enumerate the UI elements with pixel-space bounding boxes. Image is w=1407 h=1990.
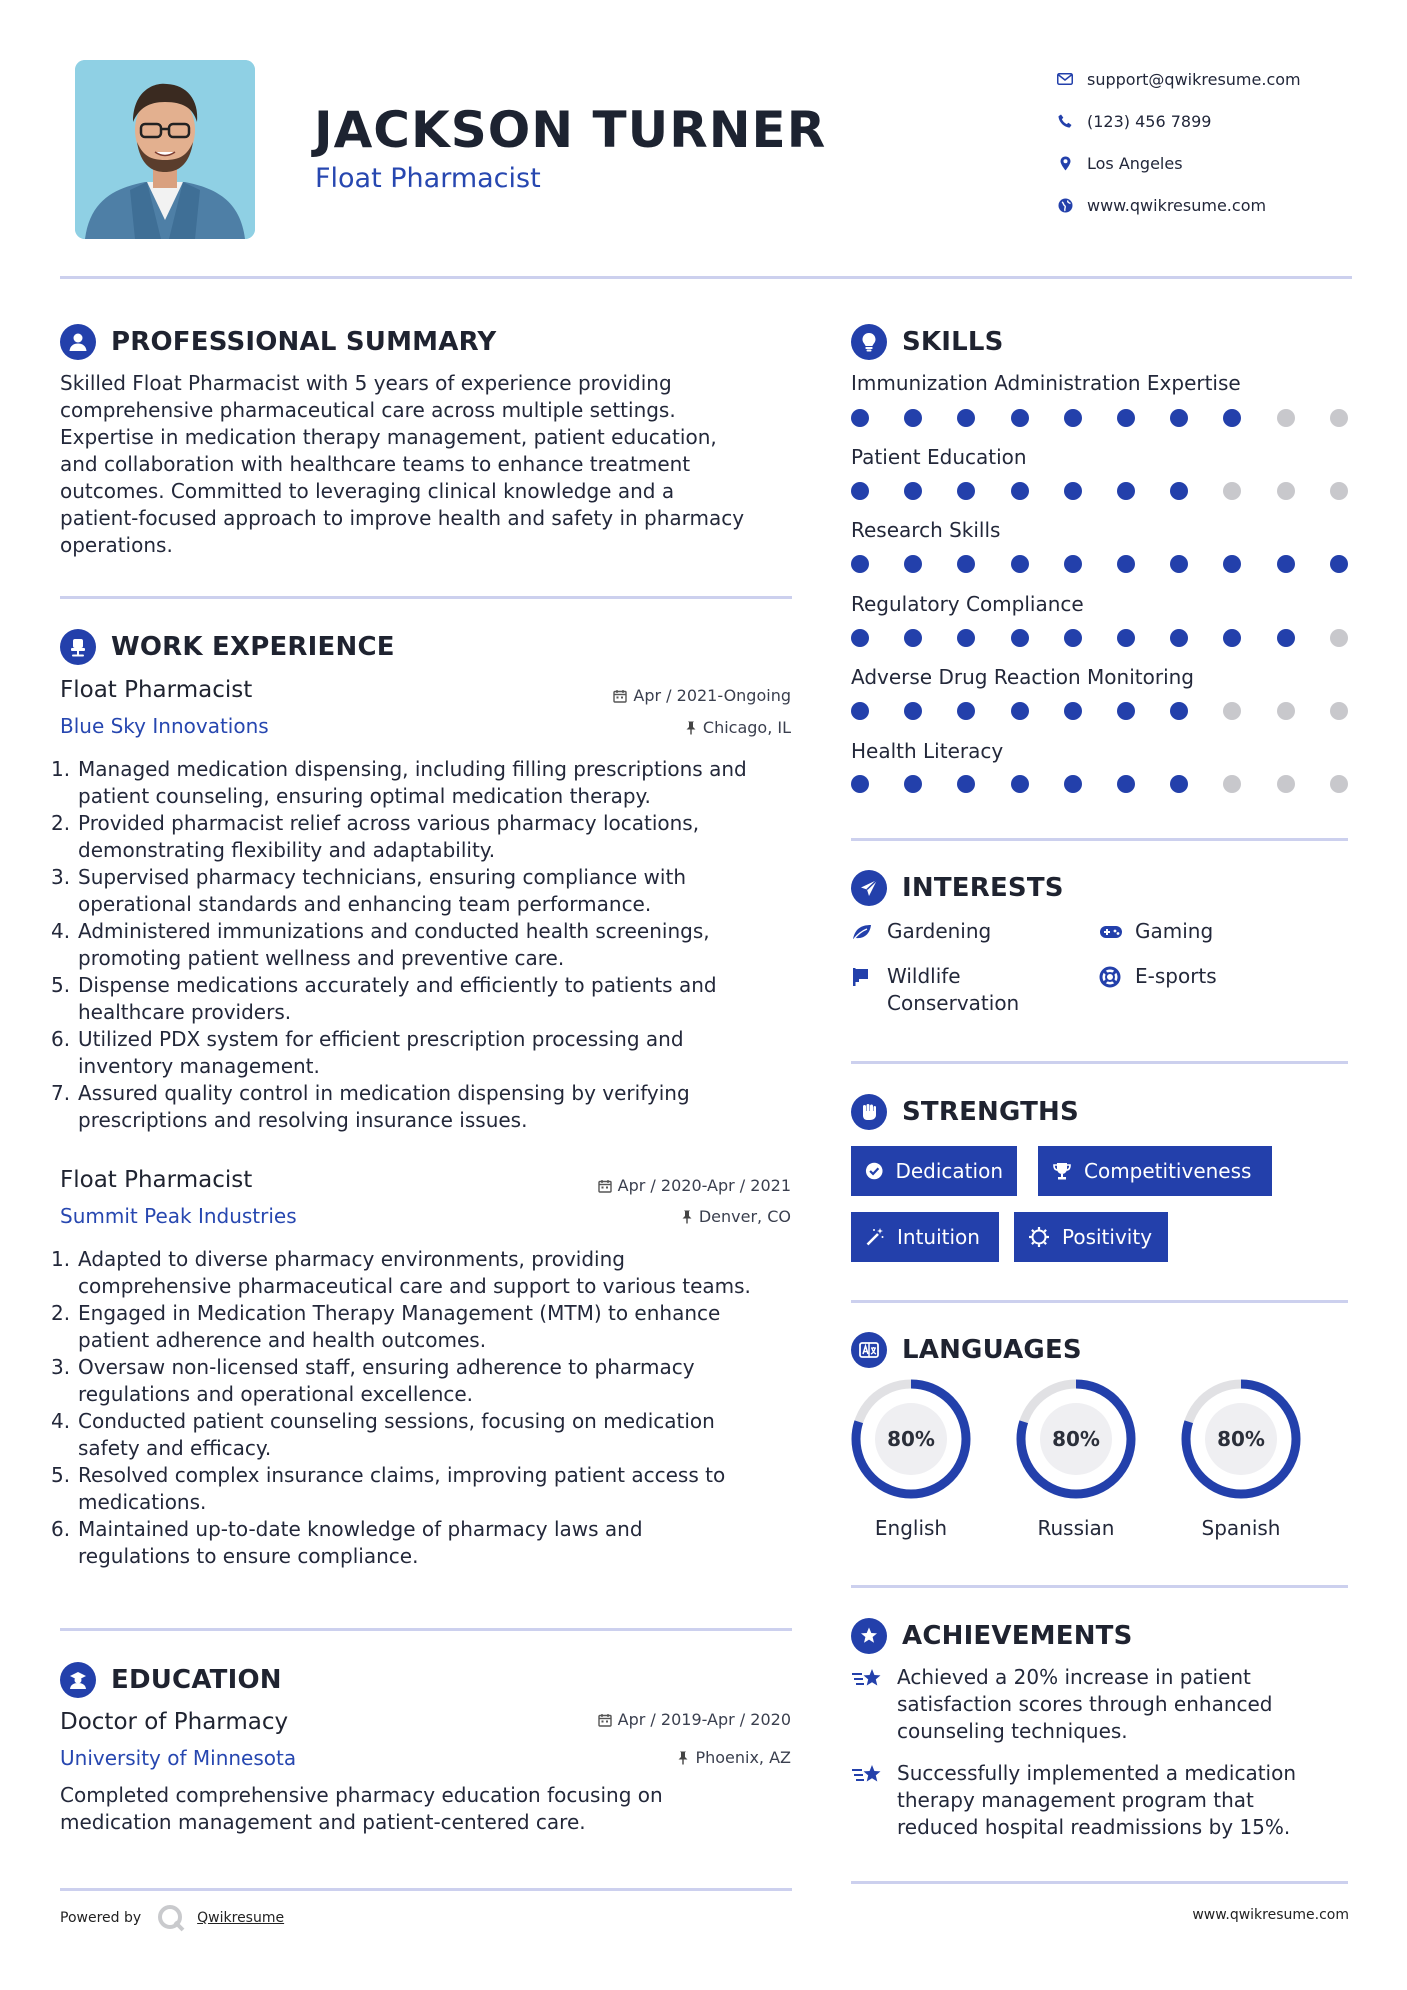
- user-icon: [60, 324, 96, 360]
- interest-item: [1099, 963, 1217, 990]
- achievements-title: ACHIEVEMENTS: [902, 1621, 1133, 1651]
- skill-dot-filled: [1170, 482, 1188, 500]
- strength-label: Intuition: [897, 1225, 980, 1249]
- skill-dot-filled: [1170, 775, 1188, 793]
- list-item: 3. Supervised pharmacy technicians, ensuring compliance with operational standards and enhancing team performance.: [51, 865, 686, 916]
- skill-dot-filled: [851, 482, 869, 500]
- interest-item: [851, 963, 1019, 1017]
- skill-dot-filled: [1170, 702, 1188, 720]
- check-circle-icon: [865, 1161, 883, 1181]
- skill-dot-empty: [1277, 482, 1295, 500]
- strengths-heading: [851, 1094, 1079, 1130]
- experience-title: WORK EXPERIENCE: [111, 632, 395, 662]
- footer-powered-by: [60, 1902, 284, 1934]
- candidate-name: JACKSON TURNER: [314, 101, 827, 159]
- skill-dot-filled: [1223, 409, 1241, 427]
- skills-divider: [851, 838, 1348, 841]
- skill-dot-filled: [851, 702, 869, 720]
- skill-dot-filled: [1117, 555, 1135, 573]
- shooting-star-icon: [851, 1664, 897, 1691]
- education-description: [60, 1782, 800, 1836]
- summary-text: [60, 370, 800, 559]
- job-title: Float Pharmacist: [60, 1167, 253, 1193]
- job-duties-list: [51, 1246, 818, 1570]
- degree-title: Doctor of Pharmacy: [60, 1709, 289, 1735]
- skill-name: Research Skills: [851, 518, 1001, 542]
- interests-title: INTERESTS: [902, 873, 1064, 903]
- language-item: [1179, 1377, 1303, 1540]
- trophy-icon: [1052, 1161, 1072, 1181]
- interests-divider: [851, 1061, 1348, 1064]
- office-chair-icon: [60, 629, 96, 665]
- list-item: 1. Managed medication dispensing, including filling prescriptions and patient counseling, ensuring optimal medication therapy.: [51, 757, 747, 808]
- strength-label: Competitiveness: [1084, 1159, 1252, 1183]
- skill-dot-filled: [957, 555, 975, 573]
- strength-label: Positivity: [1062, 1225, 1153, 1249]
- skill-rating: [851, 629, 1352, 647]
- language-percent: 80%: [1217, 1427, 1265, 1451]
- summary-line: Skilled Float Pharmacist with 5 years of experience providing: [60, 371, 672, 395]
- contact-list: [1050, 58, 1301, 226]
- skill-dot-filled: [1170, 629, 1188, 647]
- strength-badge: [851, 1146, 1017, 1196]
- language-percent: 80%: [1052, 1427, 1100, 1451]
- job-date: [613, 686, 791, 705]
- leaf-icon: [851, 918, 887, 945]
- language-name: Russian: [1037, 1516, 1115, 1540]
- skill-dot-filled: [904, 409, 922, 427]
- job-title: Float Pharmacist: [60, 677, 253, 703]
- achievements-heading: [851, 1618, 1133, 1654]
- skill-dot-filled: [1011, 775, 1029, 793]
- list-item: 4. Administered immunizations and conducted health screenings, promoting patient wellness and preventive care.: [51, 919, 710, 970]
- job-location: [685, 718, 791, 737]
- list-item: 6. Maintained up-to-date knowledge of pharmacy laws and regulations to ensure compliance.: [51, 1517, 643, 1568]
- flag-icon: [851, 963, 887, 990]
- paper-plane-icon: [851, 870, 887, 906]
- gamepad-icon: [1099, 918, 1135, 945]
- job-date-text: Apr / 2020-Apr / 2021: [617, 1176, 791, 1195]
- education-location: [677, 1748, 791, 1767]
- skill-dot-filled: [1064, 409, 1082, 427]
- magic-wand-icon: [865, 1227, 885, 1247]
- summary-line: and collaboration with healthcare teams to enhance treatment: [60, 452, 691, 476]
- contact-website[interactable]: [1050, 184, 1301, 226]
- skill-rating: [851, 702, 1352, 720]
- achievement-text: Achieved a 20% increase in patient satisfaction scores through enhanced counseling techniques.: [897, 1665, 1273, 1743]
- language-icon: [851, 1332, 887, 1368]
- job-company: Summit Peak Industries: [60, 1204, 297, 1228]
- interest-item: [851, 918, 991, 945]
- summary-line: patient-focused approach to improve health and safety in pharmacy: [60, 506, 745, 530]
- job-date: [598, 1176, 791, 1195]
- skill-dot-filled: [1277, 629, 1295, 647]
- skill-dot-empty: [1330, 629, 1348, 647]
- skill-dot-filled: [1011, 409, 1029, 427]
- skills-heading: [851, 324, 1004, 360]
- calendar-icon: [598, 1179, 612, 1193]
- list-item: 5. Resolved complex insurance claims, improving patient access to medications.: [51, 1463, 726, 1514]
- skill-name: Immunization Administration Expertise: [851, 371, 1241, 395]
- skill-dot-filled: [1064, 775, 1082, 793]
- languages-title: LANGUAGES: [902, 1335, 1082, 1365]
- calendar-icon: [598, 1713, 612, 1727]
- skill-dot-filled: [904, 702, 922, 720]
- achievement-item: [851, 1760, 1296, 1841]
- list-item: 3. Oversaw non-licensed staff, ensuring adherence to pharmacy regulations and operational excellence.: [51, 1355, 695, 1406]
- skill-name: Regulatory Compliance: [851, 592, 1084, 616]
- contact-email[interactable]: [1050, 58, 1301, 100]
- list-item: 6. Utilized PDX system for efficient prescription processing and inventory management.: [51, 1027, 684, 1078]
- list-item: 5. Dispense medications accurately and efficiently to patients and healthcare providers.: [51, 973, 717, 1024]
- interest-label: E-sports: [1135, 964, 1217, 988]
- skill-dot-filled: [1117, 629, 1135, 647]
- skill-dot-filled: [1064, 629, 1082, 647]
- skill-dot-filled: [957, 702, 975, 720]
- experience-divider: [60, 1628, 792, 1631]
- job-location: [681, 1207, 791, 1226]
- qwikresume-logo-icon: [155, 1902, 187, 1934]
- skill-dot-filled: [1223, 555, 1241, 573]
- education-line: Completed comprehensive pharmacy education focusing on: [60, 1783, 663, 1807]
- skill-name: Patient Education: [851, 445, 1027, 469]
- skill-dot-filled: [1117, 409, 1135, 427]
- fist-icon: [851, 1094, 887, 1130]
- job-location-text: Denver, CO: [698, 1207, 791, 1226]
- pushpin-icon: [677, 1751, 689, 1765]
- strength-badge: [1038, 1146, 1272, 1196]
- lifebuoy-icon: [1099, 963, 1135, 990]
- skill-dot-filled: [1011, 555, 1029, 573]
- achievement-item: [851, 1664, 1273, 1745]
- achievement-text: Successfully implemented a medication therapy management program that reduced hospital readmissions by 15%.: [897, 1761, 1297, 1839]
- skill-dot-empty: [1223, 775, 1241, 793]
- education-line: medication management and patient-centered care.: [60, 1810, 586, 1834]
- skill-dot-filled: [1330, 555, 1348, 573]
- list-item: 7. Assured quality control in medication dispensing by verifying prescriptions and resolving insurance issues.: [51, 1081, 690, 1132]
- summary-line: operations.: [60, 533, 173, 557]
- pushpin-icon: [681, 1210, 693, 1224]
- languages-divider: [851, 1585, 1348, 1588]
- skill-dot-empty: [1223, 482, 1241, 500]
- sun-gear-icon: [1028, 1226, 1050, 1248]
- skill-dot-filled: [1064, 482, 1082, 500]
- contact-email-text: support@qwikresume.com: [1087, 69, 1301, 89]
- education-date: [598, 1710, 791, 1729]
- summary-line: Expertise in medication therapy management, patient education,: [60, 425, 717, 449]
- languages-heading: [851, 1332, 1082, 1368]
- skill-dot-filled: [1064, 702, 1082, 720]
- language-name: English: [874, 1516, 948, 1540]
- skill-dot-filled: [1223, 629, 1241, 647]
- skill-dot-filled: [904, 482, 922, 500]
- language-item: [1014, 1377, 1138, 1540]
- interest-label: Gaming: [1135, 919, 1214, 943]
- skill-dot-filled: [1170, 409, 1188, 427]
- calendar-icon: [613, 689, 627, 703]
- skill-name: Health Literacy: [851, 739, 1004, 763]
- powered-by-text: Powered by: [60, 1910, 142, 1926]
- skill-dot-empty: [1277, 409, 1295, 427]
- summary-title: PROFESSIONAL SUMMARY: [111, 327, 497, 357]
- skill-dot-filled: [1011, 629, 1029, 647]
- brand-link[interactable]: Qwikresume: [197, 1910, 285, 1926]
- skill-rating: [851, 409, 1352, 427]
- skill-dot-filled: [1011, 482, 1029, 500]
- skill-dot-filled: [1117, 775, 1135, 793]
- skill-dot-filled: [957, 482, 975, 500]
- interest-label: Gardening: [887, 919, 992, 943]
- language-percent: 80%: [887, 1427, 935, 1451]
- strength-badge: [851, 1212, 999, 1262]
- skill-rating: [851, 482, 1352, 500]
- achievements-divider: [851, 1881, 1348, 1884]
- summary-divider: [60, 596, 792, 599]
- list-item: 2. Provided pharmacist relief across various pharmacy locations, demonstrating flexibility and adaptability.: [51, 811, 700, 862]
- education-date-text: Apr / 2019-Apr / 2020: [617, 1710, 791, 1729]
- strengths-title: STRENGTHS: [902, 1097, 1079, 1127]
- list-item: 1. Adapted to diverse pharmacy environments, providing comprehensive pharmaceutical care and support to various teams.: [51, 1247, 751, 1298]
- skill-dot-empty: [1330, 775, 1348, 793]
- skill-name: Adverse Drug Reaction Monitoring: [851, 665, 1194, 689]
- skill-rating: [851, 555, 1352, 573]
- contact-phone[interactable]: [1050, 100, 1301, 142]
- skill-dot-empty: [1330, 409, 1348, 427]
- contact-location-text: Los Angeles: [1087, 153, 1183, 173]
- job-location-text: Chicago, IL: [702, 718, 791, 737]
- education-divider: [60, 1888, 792, 1891]
- experience-heading: [60, 629, 395, 665]
- contact-website-text: www.qwikresume.com: [1087, 195, 1267, 215]
- envelope-icon: [1050, 69, 1080, 89]
- skill-dot-empty: [1330, 482, 1348, 500]
- skill-dot-filled: [1117, 702, 1135, 720]
- globe-icon: [1050, 195, 1080, 215]
- skill-rating: [851, 775, 1352, 793]
- skill-dot-filled: [1117, 482, 1135, 500]
- list-item: 4. Conducted patient counseling sessions, focusing on medication safety and efficacy.: [51, 1409, 715, 1460]
- skill-dot-filled: [904, 629, 922, 647]
- skill-dot-filled: [957, 409, 975, 427]
- interest-label: Wildlife Conservation: [887, 964, 1020, 1015]
- summary-line: comprehensive pharmaceutical care across multiple settings.: [60, 398, 676, 422]
- skill-dot-empty: [1277, 702, 1295, 720]
- school-name: University of Minnesota: [60, 1746, 297, 1770]
- skill-dot-filled: [851, 629, 869, 647]
- strengths-divider: [851, 1300, 1348, 1303]
- summary-line: outcomes. Committed to leveraging clinical knowledge and a: [60, 479, 675, 503]
- list-item: 2. Engaged in Medication Therapy Management (MTM) to enhance patient adherence and health outcomes.: [51, 1301, 721, 1352]
- skill-dot-filled: [851, 775, 869, 793]
- language-name: Spanish: [1201, 1516, 1281, 1540]
- skill-dot-filled: [851, 555, 869, 573]
- skill-dot-filled: [1277, 555, 1295, 573]
- skill-dot-filled: [957, 629, 975, 647]
- skills-title: SKILLS: [902, 327, 1004, 357]
- interests-heading: [851, 870, 1064, 906]
- phone-icon: [1050, 111, 1080, 131]
- job-company: Blue Sky Innovations: [60, 714, 269, 738]
- contact-phone-text: (123) 456 7899: [1087, 111, 1212, 131]
- interest-item: [1099, 918, 1213, 945]
- education-heading: [60, 1662, 282, 1698]
- skill-dot-filled: [1064, 555, 1082, 573]
- skill-dot-filled: [904, 775, 922, 793]
- skill-dot-filled: [1011, 702, 1029, 720]
- header-divider: [60, 276, 1352, 279]
- footer-website[interactable]: www.qwikresume.com: [1192, 1907, 1349, 1923]
- graduate-icon: [60, 1662, 96, 1698]
- skill-dot-empty: [1223, 702, 1241, 720]
- profile-photo: [75, 60, 255, 239]
- lightbulb-icon: [851, 324, 887, 360]
- shooting-star-icon: [851, 1760, 897, 1787]
- star-badge-icon: [851, 1618, 887, 1654]
- job-duties-list: [51, 756, 818, 1134]
- pushpin-icon: [685, 721, 697, 735]
- language-item: [849, 1377, 973, 1540]
- skill-dot-filled: [851, 409, 869, 427]
- education-title: EDUCATION: [111, 1665, 282, 1695]
- skill-dot-filled: [904, 555, 922, 573]
- job-date-text: Apr / 2021-Ongoing: [633, 686, 791, 705]
- strength-badge: [1014, 1212, 1168, 1262]
- strength-label: Dedication: [895, 1159, 1003, 1183]
- skill-dot-empty: [1330, 702, 1348, 720]
- map-pin-icon: [1050, 153, 1080, 173]
- skill-dot-empty: [1277, 775, 1295, 793]
- skill-dot-filled: [1170, 555, 1188, 573]
- skill-dot-filled: [957, 775, 975, 793]
- education-location-text: Phoenix, AZ: [695, 1748, 791, 1767]
- candidate-title: Float Pharmacist: [315, 163, 541, 194]
- summary-heading: [60, 324, 496, 360]
- contact-location: [1050, 142, 1301, 184]
